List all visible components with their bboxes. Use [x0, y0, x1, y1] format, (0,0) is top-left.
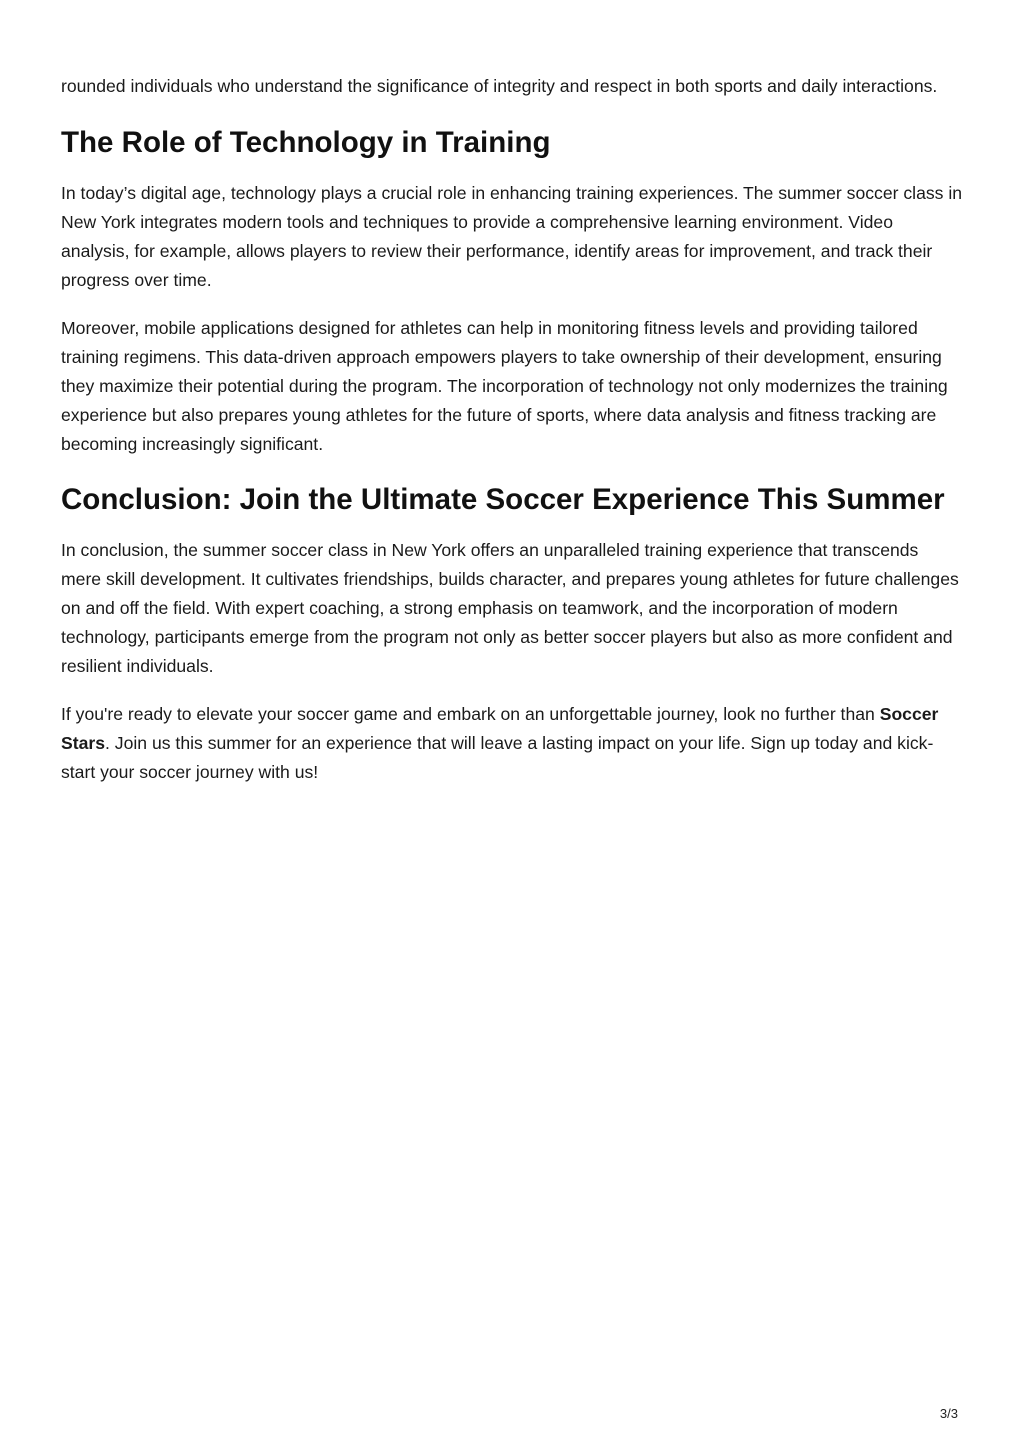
section-heading-technology: The Role of Technology in Training [61, 126, 551, 159]
conclusion-closing-paragraph [61, 700, 963, 787]
section-heading-conclusion: Conclusion: Join the Ultimate Soccer Experience This Summer [61, 483, 945, 516]
document-body [61, 72, 963, 806]
technology-paragraph-1: In today’s digital age, technology plays a crucial role in enhancing training experiences. The summer soccer class in New York integrates modern tools and techniques to provide a comprehensive learning environment. Video analysis, for example, allows players to review their performance, identify areas for improvement, and track their progress over time. [61, 183, 963, 290]
conclusion-paragraph-1: In conclusion, the summer soccer class in New York offers an unparalleled training experience that transcends mere skill development. It cultivates friendships, builds character, and prepares young athletes for future challenges on and off the field. With expert coaching, a strong emphasis on teamwork, and the incorporation of modern technology, participants emerge from the program not only as better soccer players but also as more confident and resilient individuals. [61, 540, 959, 676]
page-number: 3/3 [939, 1406, 958, 1421]
closing-text-after: . Join us this summer for an experience that will leave a lasting impact on your life. Sign up today and kick-start your soccer journey with us! [61, 733, 934, 782]
closing-text-before: If you're ready to elevate your soccer game and embark on an unforgettable journey, look no further than [61, 704, 880, 724]
brand-name: Soccer Stars [61, 704, 939, 753]
intro-continuation-paragraph: rounded individuals who understand the significance of integrity and respect in both sports and daily interactions. [61, 76, 938, 96]
technology-paragraph-2: Moreover, mobile applications designed for athletes can help in monitoring fitness levels and providing tailored training regimens. This data-driven approach empowers players to take ownership of their development, ensuring they maximize their potential during the program. The incorporation of technology not only modernizes the training experience but also prepares young athletes for the future of sports, where data analysis and fitness tracking are becoming increasingly significant. [61, 318, 948, 454]
